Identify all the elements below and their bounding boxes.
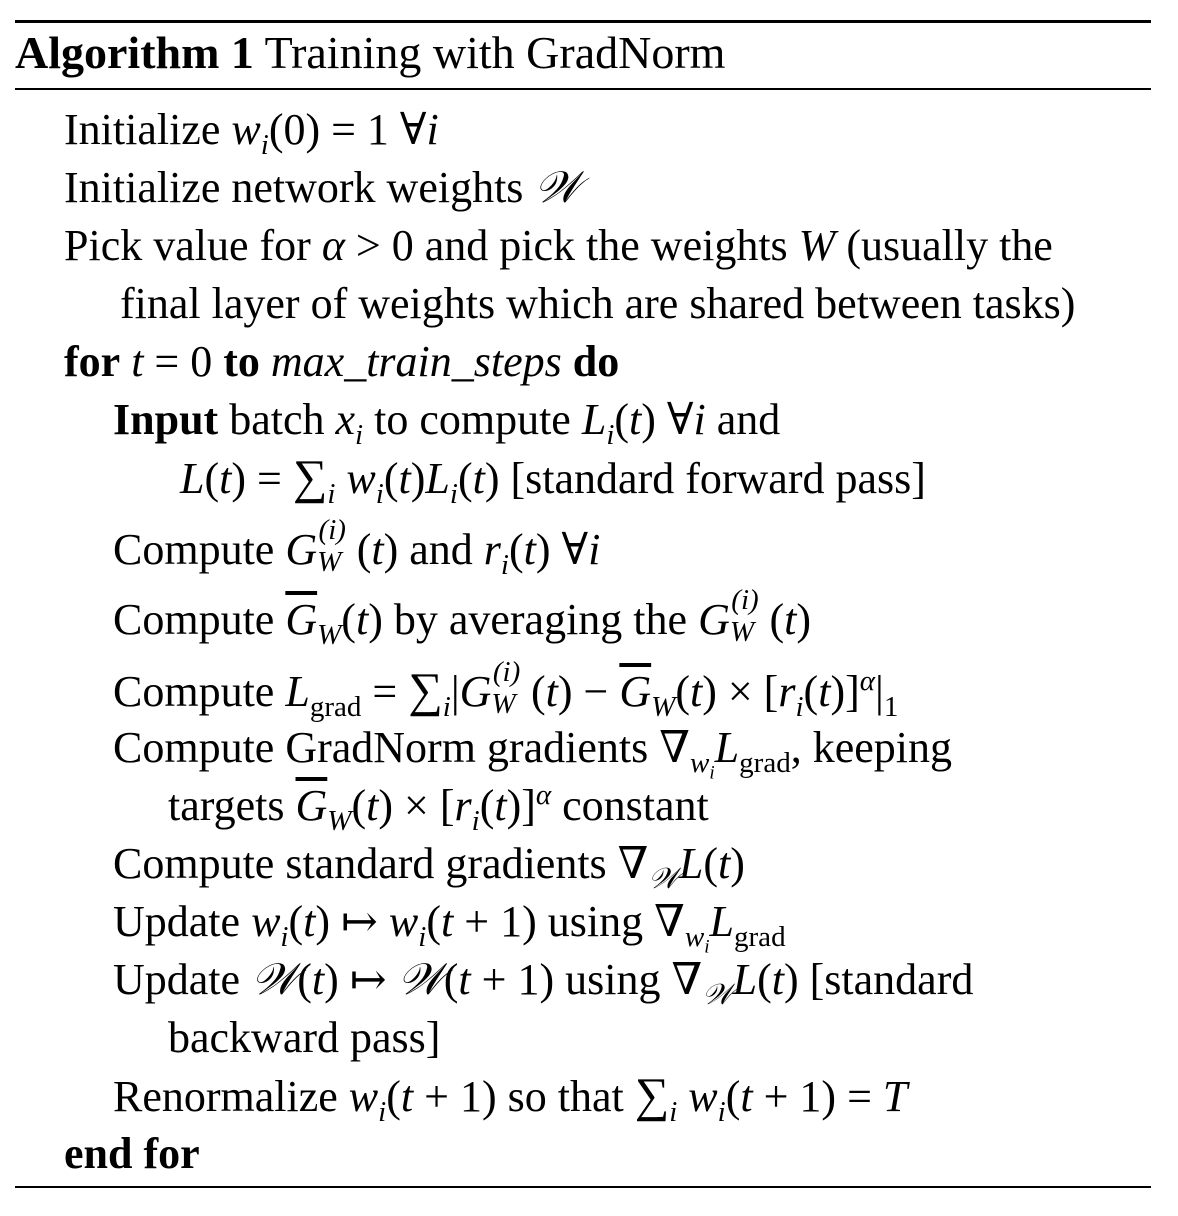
line-backward-pass: backward pass] — [168, 1013, 441, 1062]
algorithm-title — [15, 26, 725, 80]
top-rule — [15, 20, 1151, 23]
line-init-network: Initialize network weights 𝒲 — [64, 163, 581, 212]
line-for: for t = 0 to max_train_steps do — [64, 337, 620, 386]
bottom-rule — [15, 1186, 1151, 1188]
header-rule — [15, 88, 1151, 90]
line-input: Input batch $x_i$ to compute $L_i(t)$ ∀i and — [113, 395, 781, 452]
line-compute-g: Compute G (i) W (t) and $r_i(t)$ ∀i — [113, 514, 601, 582]
line-update-network: Update 𝒲(t) ↦ 𝒲(t + 1) using $\nabla_𝒲L(t)$ [standard — [113, 955, 974, 1012]
algorithm-label: Algorithm 1 — [15, 27, 254, 78]
line-pick-alpha: Pick value for α > 0 and pick the weights W (usually the — [64, 221, 1053, 270]
line-forward-pass: $L(t) = \sum_i$ $w_i(t)L_i(t)$ [standard forward pass] — [180, 451, 926, 511]
line-init-weights: Initialize $w_i(0) = 1$ ∀i — [64, 105, 439, 162]
line-pick-alpha-cont: final layer of weights which are shared between tasks) — [120, 279, 1076, 328]
line-end-for: end for — [64, 1129, 200, 1178]
line-targets: targets $\overline{G}_W(t) \times [r_i(t)]^\alpha$ constant — [168, 779, 709, 838]
line-gradnorm-gradients: Compute GradNorm gradients $\nabla_{w_i}L_{grad}$, keeping — [113, 723, 953, 784]
line-compute-gbar: Compute $\overline{G}_W(t)$ by averaging the G (i) W (t) — [113, 584, 811, 652]
line-standard-gradients: Compute standard gradients $\nabla_𝒲L(t)$ — [113, 839, 745, 896]
line-renormalize: Renormalize $w_i(t + 1)$ so that $\sum_i$ $w_i(t + 1) = T$ — [113, 1069, 908, 1129]
algorithm-name: Training with GradNorm — [264, 27, 726, 78]
line-update-w: Update $w_i(t)$ ↦ $w_i(t + 1)$ using $\nabla_{w_i}L_{grad}$ — [113, 897, 786, 958]
line-compute-lgrad: Compute $L_{grad} = \sum_i|G$ (i) W $(t) - \overline{G}_W(t) \times [r_i(t)]^\alpha|_1$ — [113, 656, 899, 724]
